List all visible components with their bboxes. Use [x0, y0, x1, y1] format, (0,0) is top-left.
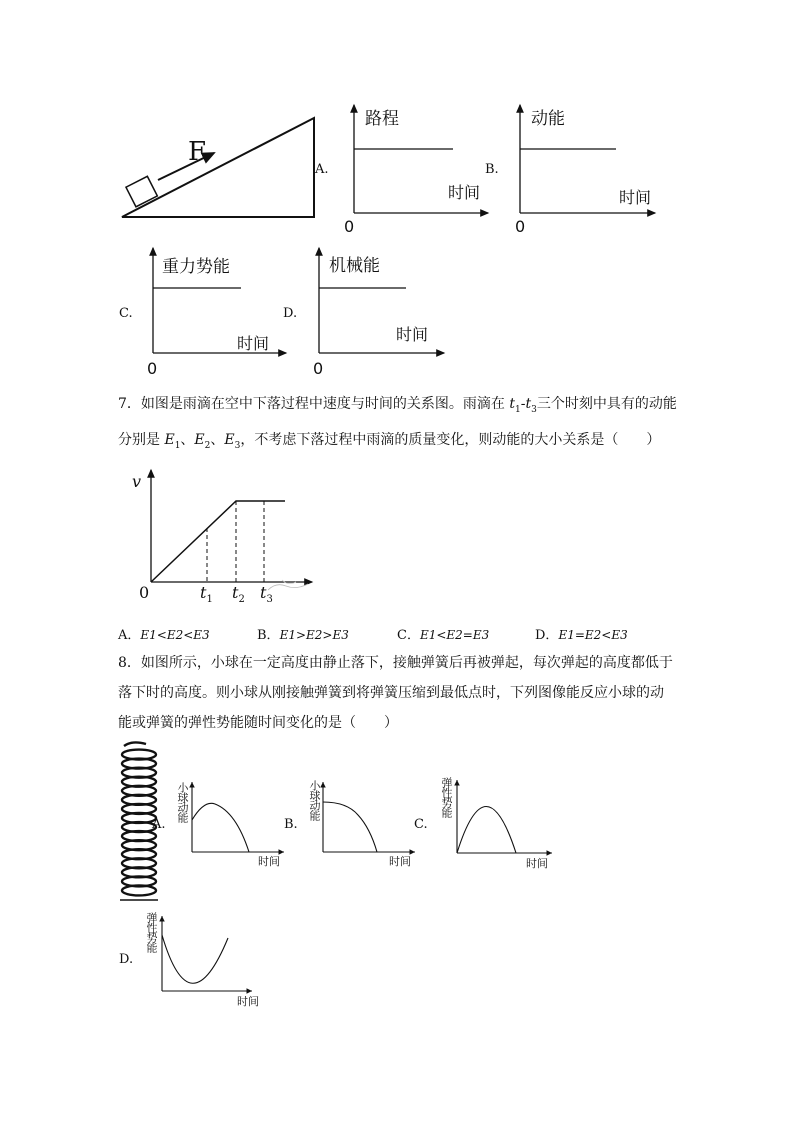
- q6-b-ylabel: 动能: [531, 109, 565, 129]
- q8-line-3: 能或弹簧的弹性势能随时间变化的是（ ）: [118, 715, 398, 731]
- q8-option-d-letter: D.: [119, 952, 134, 967]
- q7-vt-graph: [151, 470, 312, 590]
- q6-a-ylabel: 路程: [365, 109, 399, 129]
- q7-option-b[interactable]: [257, 624, 349, 643]
- q7-option-letter: B．: [257, 628, 280, 643]
- e-var: E: [224, 431, 235, 448]
- q8-question: [118, 648, 688, 738]
- t-var: t: [200, 583, 207, 602]
- spring-top-end: [124, 742, 146, 746]
- q8-option-c-letter: C.: [414, 817, 428, 832]
- q6-option-c-letter: C.: [119, 306, 133, 321]
- t-var: t: [260, 583, 267, 602]
- e-var: E: [164, 431, 175, 448]
- q7-option-expr: E1=E2<E3: [558, 628, 628, 642]
- q7-v-label: v: [132, 472, 142, 491]
- q7-option-c[interactable]: [397, 624, 489, 643]
- q6-d-ylabel: 机械能: [329, 256, 380, 276]
- force-label: F: [188, 137, 207, 167]
- q7-line-1: [118, 389, 688, 425]
- q8-graph-c: [457, 780, 552, 853]
- sep: 、: [180, 431, 195, 448]
- sub: 3: [234, 440, 241, 451]
- q7-question: [118, 389, 688, 461]
- q7-line2-text-b: ，不考虑下落过程中雨滴的质量变化，则动能的大小关系是（ ）: [240, 431, 661, 448]
- q8-line-1: 8．如图所示，小球在一定高度由静止落下，接触弹簧后再被弹起，每次弹起的高度都低于: [118, 655, 673, 671]
- t-var: t: [525, 396, 532, 412]
- q7-tick-t3: [260, 583, 273, 605]
- q6-a-origin: 0: [344, 217, 355, 236]
- q7-option-expr: E1<E2<E3: [140, 628, 210, 642]
- sub: 1: [174, 440, 181, 451]
- sub: 3: [531, 404, 537, 415]
- q6-d-origin: 0: [313, 359, 324, 378]
- q6-a-xlabel: 时间: [448, 183, 481, 202]
- q8-graph-b: [323, 782, 415, 852]
- q8-b-xlabel: 时间: [389, 855, 411, 868]
- q7-origin: 0: [139, 583, 150, 602]
- q7-option-expr: E1<E2=E3: [419, 628, 490, 642]
- t-var: t: [509, 396, 515, 412]
- q6-b-origin: 0: [515, 217, 526, 236]
- q7-tick-t1: [200, 583, 213, 605]
- q7-option-expr: E1>E2>E3: [279, 628, 349, 642]
- q8-b-ylabel: 小球动能: [308, 780, 321, 820]
- sub: 3: [266, 594, 273, 606]
- q6-option-a-letter: A.: [315, 162, 329, 177]
- q8-d-ylabel: 弹性势能: [145, 912, 158, 952]
- q8-a-xlabel: 时间: [258, 855, 280, 868]
- sub: 1: [206, 594, 213, 606]
- q7-line1-text-a: 7．如图是雨滴在空中下落过程中速度与时间的关系图。雨滴在: [118, 396, 510, 412]
- q7-option-d[interactable]: [535, 624, 628, 643]
- q6-option-d-letter: D.: [283, 306, 298, 321]
- q8-graph-d: [162, 916, 252, 991]
- q8-line-2: 落下时的高度。则小球从刚接触弹簧到将弹簧压缩到最低点时，下列图像能反应小球的动: [118, 685, 664, 701]
- q8-c-ylabel: 弹性势能: [440, 777, 453, 817]
- q8-a-ylabel: 小球动能: [176, 782, 189, 822]
- q6-c-origin: 0: [147, 359, 158, 378]
- q6-option-b-letter: B.: [485, 162, 499, 177]
- dash: -: [520, 396, 526, 412]
- q7-line-2: [118, 425, 688, 461]
- q7-option-letter: A．: [118, 628, 141, 643]
- q8-d-xlabel: 时间: [237, 995, 259, 1008]
- q7-line1-text-b: 三个时刻中具有的动能: [536, 396, 677, 412]
- t-var: t: [232, 583, 239, 602]
- q8-option-a-letter: A.: [152, 817, 166, 832]
- q6-c-xlabel: 时间: [237, 334, 270, 353]
- sep: 、: [210, 431, 225, 448]
- q7-tick-t2: [232, 583, 245, 605]
- q6-c-ylabel: 重力势能: [162, 257, 230, 277]
- q7-line2-text-a: 分别是: [118, 431, 165, 448]
- e-var: E: [194, 431, 205, 448]
- sub: 2: [238, 594, 245, 606]
- sub: 1: [515, 404, 521, 415]
- q8-c-xlabel: 时间: [526, 857, 548, 870]
- q7-option-letter: C．: [397, 628, 420, 643]
- sub: 2: [204, 440, 211, 451]
- q6-d-xlabel: 时间: [396, 325, 429, 344]
- incline-diagram: [122, 118, 314, 217]
- q6-b-xlabel: 时间: [619, 188, 652, 207]
- q7-option-letter: D．: [535, 628, 559, 643]
- q8-graph-a: [192, 782, 284, 852]
- q7-option-a[interactable]: [118, 624, 210, 643]
- q8-option-b-letter: B.: [284, 817, 298, 832]
